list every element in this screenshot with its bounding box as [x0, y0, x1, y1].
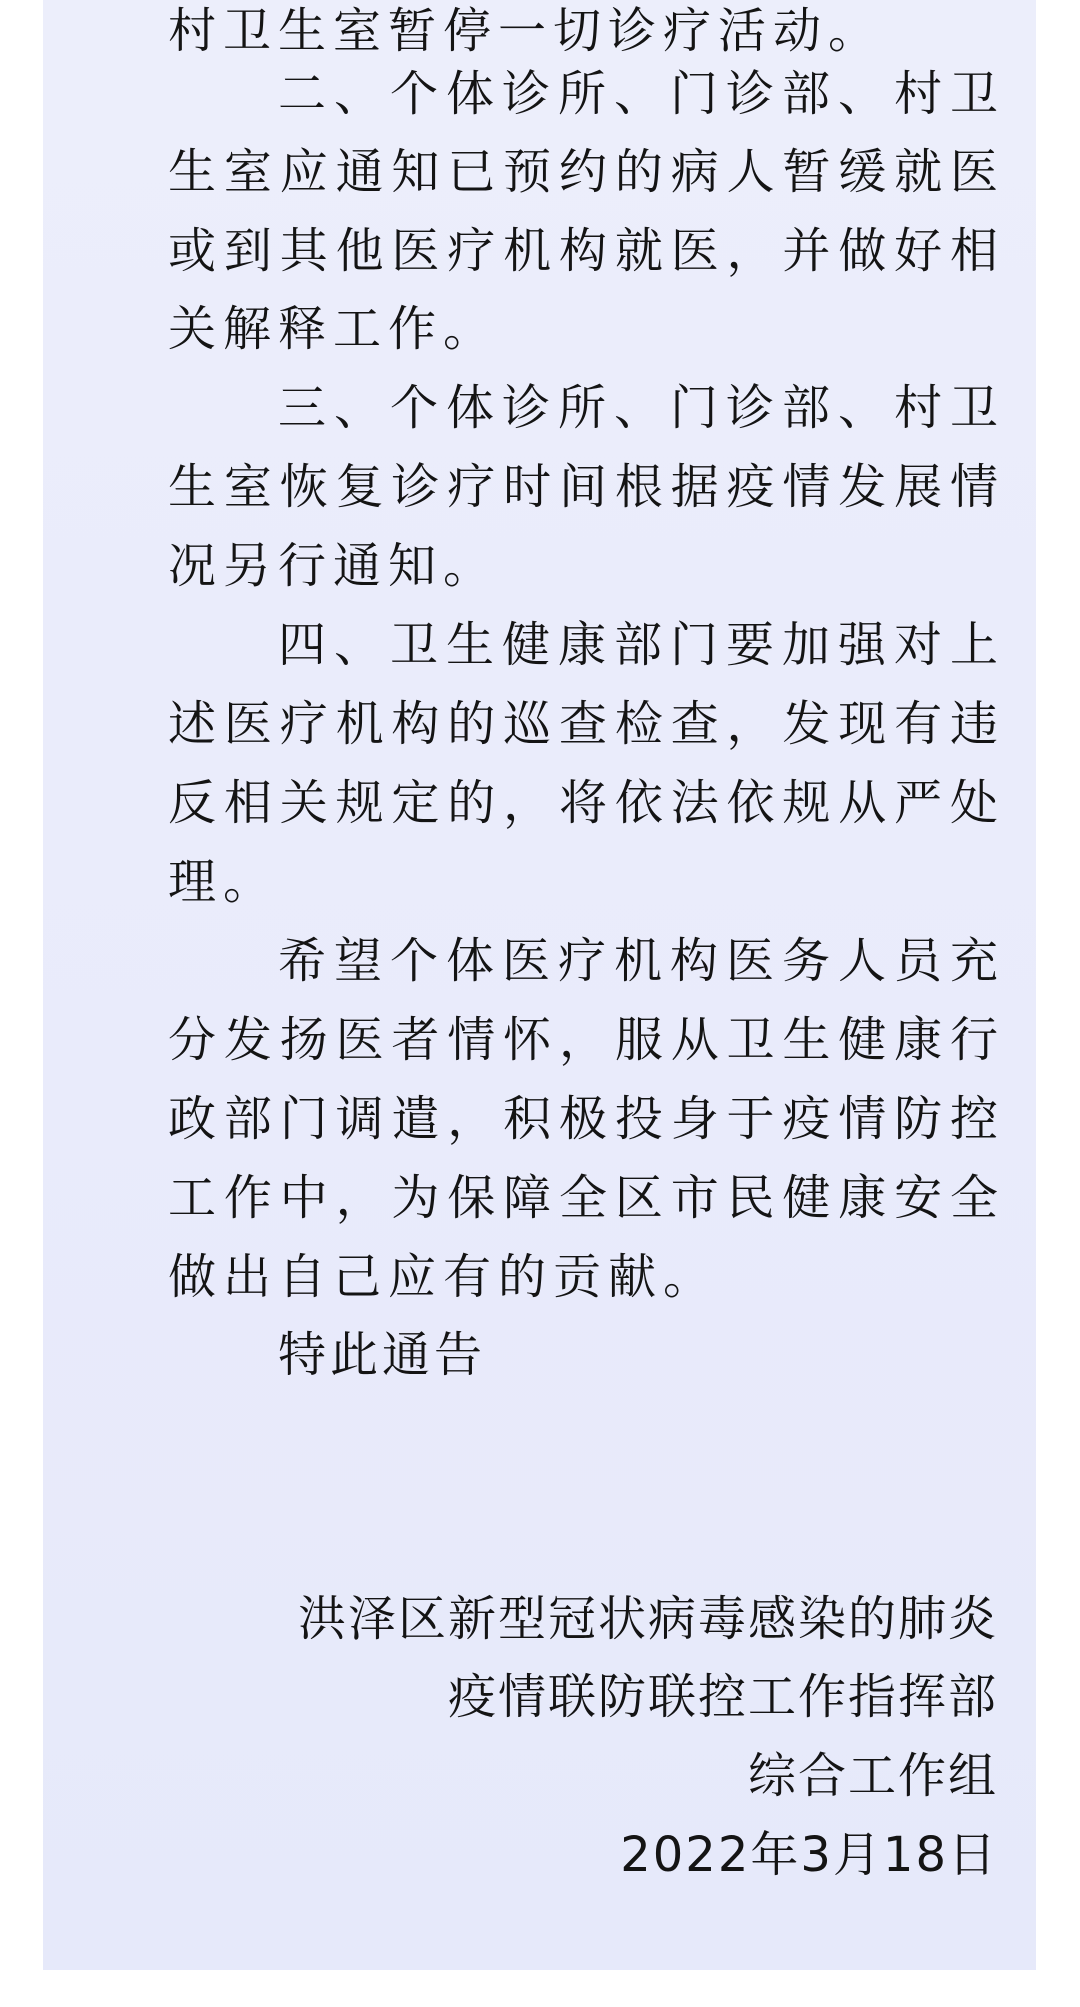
signature-date: 2022年3月18日	[620, 1827, 998, 1883]
body-line: 工作中，为保障全区市民健康安全	[168, 1170, 998, 1226]
signature-line: 综合工作组	[747, 1748, 998, 1804]
signature-line: 洪泽区新型冠状病毒感染的肺炎	[297, 1591, 998, 1647]
body-line: 反相关规定的，将依法依规从严处	[168, 775, 998, 831]
body-line: 述医疗机构的巡查检查，发现有违	[168, 696, 998, 752]
body-line: 理。	[168, 854, 279, 910]
signature-line: 疫情联防联控工作指挥部	[447, 1669, 998, 1725]
body-line: 生室恢复诊疗时间根据疫情发展情	[168, 459, 998, 515]
body-line: 希望个体医疗机构医务人员充	[278, 933, 998, 989]
closing-line: 特此通告	[278, 1327, 487, 1383]
body-line: 二、个体诊所、门诊部、村卫	[278, 66, 998, 122]
body-line: 三、个体诊所、门诊部、村卫	[278, 380, 998, 436]
body-line: 关解释工作。	[168, 301, 499, 357]
body-line: 村卫生室暂停一切诊疗活动。	[168, 3, 884, 59]
body-line: 生室应通知已预约的病人暂缓就医	[168, 144, 998, 200]
body-line: 四、卫生健康部门要加强对上	[278, 617, 998, 673]
body-line: 政部门调遣，积极投身于疫情防控	[168, 1091, 998, 1147]
document-page	[43, 0, 1036, 1970]
body-line: 或到其他医疗机构就医，并做好相	[168, 223, 998, 279]
body-line: 做出自己应有的贡献。	[168, 1249, 719, 1305]
body-line: 况另行通知。	[168, 538, 499, 594]
body-line: 分发扬医者情怀，服从卫生健康行	[168, 1012, 998, 1068]
